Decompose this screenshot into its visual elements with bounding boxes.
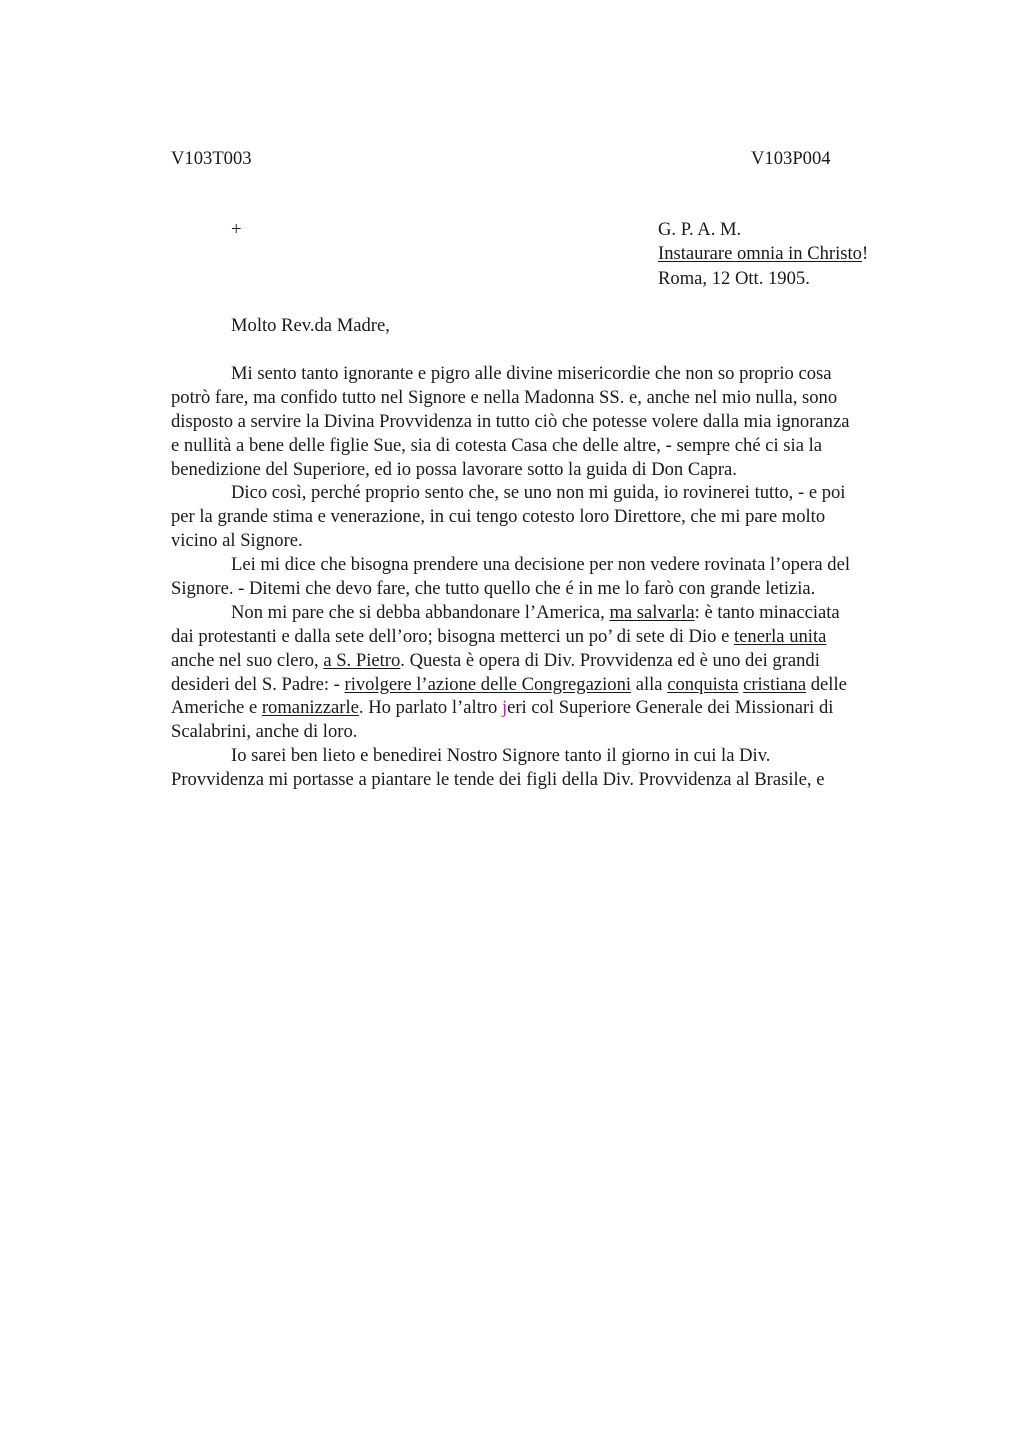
text-span: dai protestanti e dalla sete dell’oro; bisogna metterci un po’ di sete di Dio e <box>171 625 734 647</box>
text-span: desideri del S. Padre: - <box>171 673 345 695</box>
body-line: disposto a servire la Divina Provvidenza in tutto ciò che potesse volere dalla mia ignoranza <box>171 410 850 432</box>
body-line <box>171 625 931 649</box>
underlined-phrase: rivolgere l’azione delle Congregazioni <box>344 673 632 695</box>
underlined-phrase: ma salvarla <box>609 601 695 623</box>
heading-date: Roma, 12 Ott. 1905. <box>658 267 810 289</box>
body-line: benedizione del Superiore, ed io possa lavorare sotto la guida di Don Capra. <box>171 458 737 480</box>
text-span: : è tanto minacciata <box>694 601 840 623</box>
letter-body <box>171 362 931 792</box>
body-line: Provvidenza mi portasse a piantare le tende dei figli della Div. Provvidenza al Brasile, e <box>171 769 825 791</box>
heading-motto <box>658 242 868 266</box>
body-line: Lei mi dice che bisogna prendere una decisione per non vedere rovinata l’opera del <box>231 554 851 576</box>
body-line: per la grande stima e venerazione, in cui tengo cotesto loro Direttore, che mi pare molto <box>171 506 826 528</box>
highlighted-letter: j <box>501 697 508 719</box>
text-span: delle <box>806 673 847 695</box>
motto-exclamation: ! <box>861 243 869 265</box>
body-line: Mi sento tanto ignorante e pigro alle divine misericordie che non so proprio cosa <box>231 363 832 384</box>
body-line: Io sarei ben lieto e benedirei Nostro Signore tanto il giorno in cui la Div. <box>231 745 771 767</box>
motto-underlined: Instaurare omnia in Christo <box>658 243 862 265</box>
body-line <box>171 649 931 673</box>
underlined-phrase: a S. Pietro <box>323 649 401 671</box>
body-line <box>171 601 931 625</box>
document-code-left: V103T003 <box>171 148 252 169</box>
text-span: Non mi pare che si debba abbandonare l’America, <box>231 601 610 623</box>
body-line: potrò fare, ma confido tutto nel Signore e nella Madonna SS. e, anche nel mio nulla, sono <box>171 386 838 408</box>
underlined-phrase: tenerla unita <box>733 625 827 647</box>
body-line: Dico così, perché proprio sento che, se uno non mi guida, io rovinerei tutto, - e poi <box>231 482 846 504</box>
body-line: vicino al Signore. <box>171 530 303 552</box>
text-span: . Ho parlato l’altro <box>358 697 502 719</box>
cross-symbol: + <box>231 219 242 240</box>
document-code-right: V103P004 <box>751 148 831 169</box>
underlined-phrase: conquista <box>667 673 739 695</box>
body-line: Signore. - Ditemi che devo fare, che tutto quello che é in me lo farò con grande letizia. <box>171 578 816 600</box>
body-line <box>171 696 931 720</box>
text-span: . Questa è opera di Div. Provvidenza ed è uno dei grandi <box>400 649 820 671</box>
text-span: alla <box>631 673 668 695</box>
underlined-phrase: cristiana <box>743 673 807 695</box>
body-line: e nullità a bene delle figlie Sue, sia di cotesta Casa che delle altre, - sempre ché ci sia la <box>171 434 823 456</box>
underlined-phrase: romanizzarle <box>261 697 359 719</box>
letter-heading <box>658 218 868 291</box>
text-span: anche nel suo clero, <box>171 649 324 671</box>
body-line <box>171 673 931 697</box>
body-line: Scalabrini, anche di loro. <box>171 721 358 743</box>
heading-initials: G. P. A. M. <box>658 219 742 240</box>
text-span: Americhe e <box>171 697 262 719</box>
text-span: eri col Superiore Generale dei Missionari di <box>507 697 834 719</box>
salutation: Molto Rev.da Madre, <box>231 315 390 336</box>
